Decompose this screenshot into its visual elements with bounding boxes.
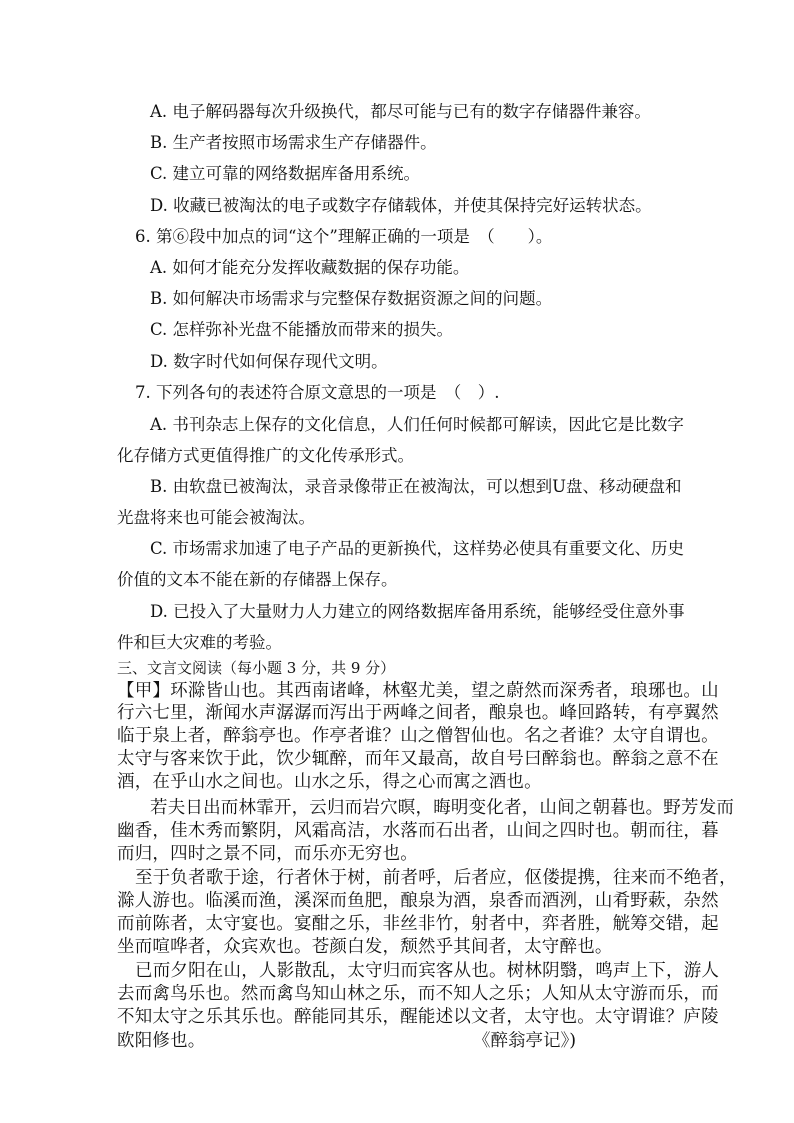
q7-option-a-line1: A. 书刊杂志上保存的文化信息，人们任何时候都可解读，因此它是比数字	[150, 415, 684, 434]
q5-option-c: C. 建立可靠的网络数据库备用系统。	[150, 164, 421, 183]
q5-option-d: D. 收藏已被淘汰的电子或数字存储载体，并使其保持完好运转状态。	[150, 196, 652, 215]
q6-option-c: C. 怎样弥补光盘不能播放而带来的损失。	[150, 320, 454, 339]
passage-line: 去而禽鸟乐也。然而禽鸟知山林之乐，而不知人之乐；人知从太守游而乐，而	[117, 984, 719, 1004]
q7-option-c-line2: 价值的文本不能在新的存储器上保存。	[117, 570, 398, 589]
passage-line: 坐而喧哗者，众宾欢也。苍颜白发，颓然乎其间者，太守醉也。	[117, 937, 613, 957]
passage-line: 已而夕阳在山，人影散乱，太守归而宾客从也。树林阴翳，鸣声上下，游人	[135, 961, 720, 981]
q7-option-c-line1: C. 市场需求加速了电子产品的更新换代，这样势必使具有重要文化、历史	[150, 539, 685, 558]
q7-stem: 7. 下列各句的表述符合原文意思的一项是 （ ）.	[135, 383, 500, 402]
q7-option-d-line2: 件和巨大灾难的考验。	[117, 633, 282, 652]
passage-line: 【甲】环滁皆山也。其西南诸峰，林壑尤美，望之蔚然而深秀者，琅琊也。山	[117, 681, 719, 701]
q7-option-d-line1: D. 已投入了大量财力人力建立的网络数据库备用系统，能够经受住意外事	[150, 602, 685, 621]
passage-line: 欧阳修也。	[117, 1031, 206, 1051]
passage-line: 不知太守之乐其乐也。醉能同其乐，醒能述以文者，太守也。太守谓谁？庐陵	[117, 1007, 719, 1027]
passage-source: 《醉翁亭记》)	[473, 1031, 577, 1051]
q5-option-b: B. 生产者按照市场需求生产存储器件。	[150, 133, 437, 152]
q6-stem: 6. 第⑥段中加点的词“这个”理解正确的一项是 （ ）。	[135, 227, 553, 246]
passage-line: 太守与客来饮于此，饮少辄醉，而年又最高，故自号曰醉翁也。醉翁之意不在	[117, 749, 719, 769]
passage-line: 若夫日出而林霏开，云归而岩穴暝，晦明变化者，山间之朝暮也。野芳发而	[150, 798, 735, 818]
q6-option-b: B. 如何解决市场需求与完整保存数据资源之间的问题。	[150, 289, 553, 308]
passage-line: 行六七里，渐闻水声潺潺而泻出于两峰之间者，酿泉也。峰回路转，有亭翼然	[117, 703, 719, 723]
section-heading: 三、文言文阅读（每小题 3 分，共 9 分）	[117, 659, 396, 677]
passage-line: 而前陈者，太守宴也。宴酣之乐，非丝非竹，射者中，弈者胜，觥筹交错，起	[117, 914, 719, 934]
passage-line: 酒，在乎山水之间也。山水之乐，得之心而寓之酒也。	[117, 772, 542, 792]
q7-option-b-line2: 光盘将来也可能会被淘汰。	[117, 508, 315, 527]
q6-option-d: D. 数字时代如何保存现代文明。	[150, 352, 388, 371]
q6-option-a: A. 如何才能充分发挥收藏数据的保存功能。	[150, 258, 470, 277]
q7-option-b-line1: B. 由软盘已被淘汰，录音录像带正在被淘汰，可以想到U盘、移动硬盘和	[150, 477, 682, 496]
passage-line: 滁人游也。临溪而渔，溪深而鱼肥，酿泉为酒，泉香而酒洌，山肴野蔌，杂然	[117, 891, 719, 911]
passage-line: 幽香，佳木秀而繁阴，风霜高洁，水落而石出者，山间之四时也。朝而往，暮	[117, 821, 719, 841]
passage-line: 而归，四时之景不同，而乐亦无穷也。	[117, 844, 418, 864]
q5-option-a: A. 电子解码器每次升级换代，都尽可能与已有的数字存储器件兼容。	[150, 102, 651, 121]
q7-option-a-line2: 化存储方式更值得推广的文化传承形式。	[117, 446, 414, 465]
passage-line: 至于负者歌于途，行者休于树，前者呼，后者应，伛偻提携，往来而不绝者，	[135, 868, 737, 888]
passage-line: 临于泉上者，醉翁亭也。作亭者谁？山之僧智仙也。名之者谁？太守自谓也。	[117, 726, 719, 746]
